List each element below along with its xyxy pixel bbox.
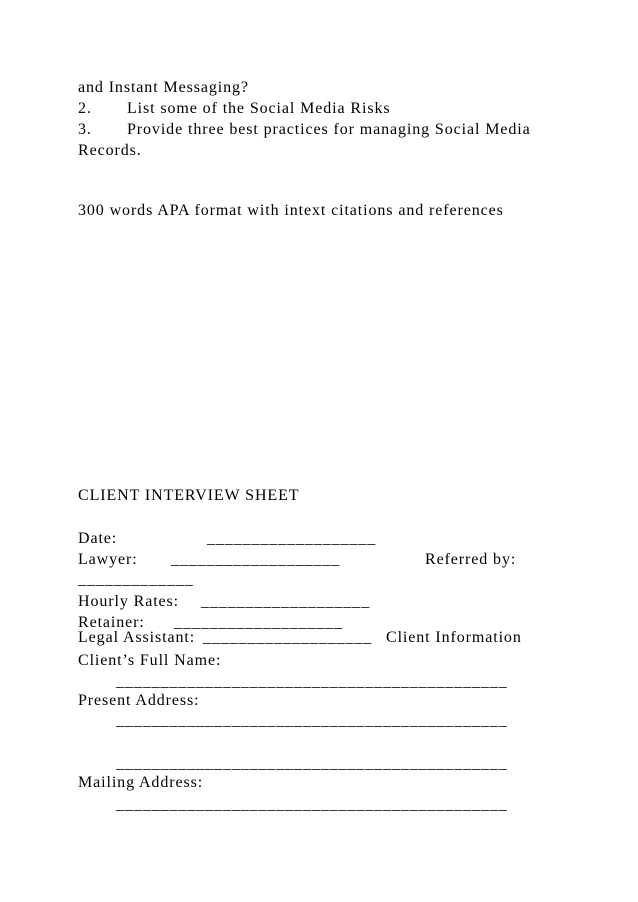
present-address-blank-2: ____________________________________________ xyxy=(116,755,508,772)
referred-by-blank: _____________ xyxy=(78,571,194,588)
mailing-address-label: Mailing Address: xyxy=(78,774,204,791)
question-2-number: 2. xyxy=(78,100,92,117)
legal-assistant-blank: ___________________ xyxy=(203,629,373,646)
assignment-instructions: 300 words APA format with intext citations and references xyxy=(78,202,504,219)
hourly-rates-blank: ___________________ xyxy=(201,593,371,610)
mailing-address-blank: ____________________________________________ xyxy=(116,796,508,813)
question-2-text: List some of the Social Media Risks xyxy=(127,100,391,117)
date-label: Date: xyxy=(78,530,118,547)
question-1-continuation: and Instant Messaging? xyxy=(78,79,249,96)
client-information-label: Client Information xyxy=(386,629,522,646)
retainer-blank: ___________________ xyxy=(174,614,344,631)
form-title: CLIENT INTERVIEW SHEET xyxy=(78,487,300,504)
retainer-label: Retainer: xyxy=(78,614,145,631)
question-3-number: 3. xyxy=(78,121,92,138)
question-3-continuation: Records. xyxy=(78,142,142,159)
present-address-label: Present Address: xyxy=(78,692,200,709)
legal-assistant-label: Legal Assistant: xyxy=(78,629,196,646)
present-address-blank-1: ____________________________________________ xyxy=(116,712,508,729)
full-name-label: Client’s Full Name: xyxy=(78,652,222,669)
lawyer-label: Lawyer: xyxy=(78,551,138,568)
full-name-blank: ____________________________________________ xyxy=(116,673,508,690)
question-3-text: Provide three best practices for managing Social Media xyxy=(127,121,531,138)
date-blank: ___________________ xyxy=(207,530,377,547)
referred-by-label: Referred by: xyxy=(425,551,517,568)
hourly-rates-label: Hourly Rates: xyxy=(78,593,180,610)
lawyer-blank: ___________________ xyxy=(171,551,341,568)
